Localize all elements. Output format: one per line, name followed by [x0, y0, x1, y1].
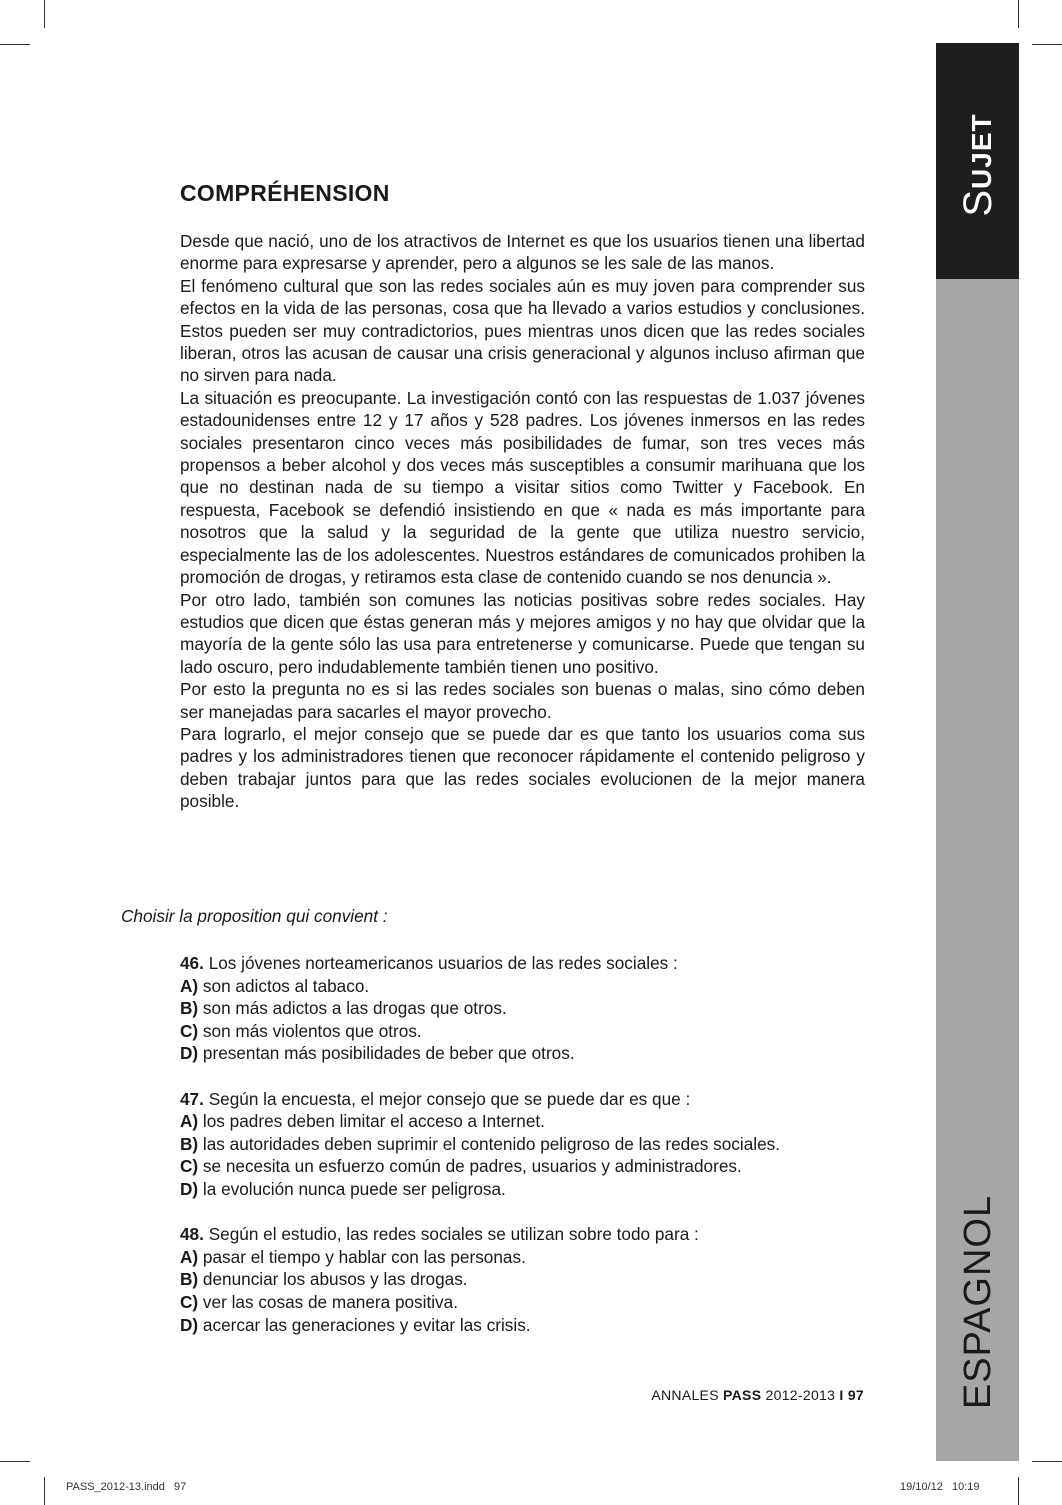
section-label-rest: UJET — [966, 113, 997, 189]
crop-mark — [1018, 0, 1019, 28]
option-text: se necesita un esfuerzo común de padres, usuarios y administradores. — [202, 1156, 742, 1177]
crop-mark — [1018, 1477, 1019, 1505]
question-number: 47. — [180, 1088, 204, 1109]
option-text: los padres deben limitar el acceso a Internet. — [202, 1111, 545, 1132]
crop-mark — [44, 1477, 45, 1505]
option-text: la evolución nunca puede ser peligrosa. — [202, 1178, 506, 1199]
question-text: Según la encuesta, el mejor consejo que se puede dar es que : — [208, 1088, 691, 1109]
slug-file: PASS_2012-13.indd 97 — [66, 1481, 187, 1493]
option-c — [180, 1155, 880, 1178]
paragraph: Para lograrlo, el mejor consejo que se puede dar es que tanto los usuarios coma sus padres y los administradores tienen que reconocer rápidamente el contenido peligroso y deben trabajar juntos para que las redes sociales evolucionen de la mejor manera posible. — [180, 723, 865, 812]
option-text: las autoridades deben suprimir el contenido peligroso de las redes sociales. — [202, 1133, 780, 1154]
question-48 — [180, 1223, 880, 1336]
paragraph: El fenómeno cultural que son las redes sociales aún es muy joven para comprender sus efectos en la vida de las personas, cosa que ha llevado a varios estudios y conclusiones. Estos pueden ser muy contradictorios, pues mientras unos dicen que las redes sociales liberan, otros las acusan de causar una crisis generacional y algunos incluso afirman que no sirven para nada. — [180, 275, 865, 386]
option-letter: A) — [180, 1246, 199, 1267]
question-text: Según el estudio, las redes sociales se utilizan sobre todo para : — [208, 1224, 699, 1245]
option-letter: C) — [180, 1156, 199, 1177]
option-text: son más violentos que otros. — [202, 1020, 422, 1041]
option-c — [180, 1291, 880, 1314]
option-text: pasar el tiempo y hablar con las personas. — [202, 1246, 526, 1267]
option-b — [180, 1268, 880, 1291]
instruction: Choisir la proposition qui convient : — [121, 906, 388, 926]
paragraph: Por otro lado, también son comunes las noticias positivas sobre redes sociales. Hay estudios que dicen que éstas generan más y mejores amigos y no hay que olvidar que la mayoría de la gente sólo las usa para entretenerse y comunicarse. Puede que tengan su lado oscuro, pero indudablemente también tienen uno positivo. — [180, 589, 865, 677]
crop-mark — [0, 44, 30, 45]
question-number: 46. — [180, 953, 204, 973]
page-title: COMPRÉHENSION — [180, 180, 390, 206]
page-footer — [600, 1387, 864, 1403]
question-47 — [180, 1088, 880, 1201]
option-text: son adictos al tabaco. — [202, 975, 370, 996]
subject-label: ESPAGNOL — [957, 1194, 999, 1410]
footer-brand: PASS — [723, 1387, 762, 1403]
crop-mark — [1032, 1461, 1062, 1462]
crop-mark — [0, 1461, 30, 1462]
section-label-initial: S — [956, 188, 1000, 217]
option-text: son más adictos a las drogas que otros. — [202, 998, 507, 1019]
option-letter: A) — [180, 975, 199, 996]
paragraph: La situación es preocupante. La investigación contó con las respuestas de 1.037 jóvenes estadounidenses entre 12 y 17 años y 528 padres. Los jóvenes inmersos en las redes sociales presentaron cinco veces más posibilidades de fumar, son tres veces más propensos a beber alcohol y dos veces más susceptibles a consumir marihuana que los que no destinan nada de su tiempo a visitar sitios como Twitter y Facebook. En respuesta, Facebook se defendió insistiendo en que « nada es más importante para nosotros que la salud y la seguridad de la gente que utiliza nuestro servicio, especialmente las de los adolescentes. Nuestros estándares de comunicados prohiben la promoción de drogas, y retiramos esta clase de contenido cuando se nos denuncia ». — [180, 387, 865, 588]
option-letter: D) — [180, 1178, 199, 1199]
crop-mark — [1032, 44, 1062, 45]
question-text: Los jóvenes norteamericanos usuarios de las redes sociales : — [208, 953, 678, 973]
option-a — [180, 975, 880, 998]
option-d — [180, 1314, 880, 1337]
option-a — [180, 1110, 880, 1133]
footer-years: 2012-2013 — [765, 1387, 836, 1403]
crop-mark — [44, 0, 45, 28]
footer-separator: I — [839, 1387, 844, 1403]
question-prompt — [180, 1088, 880, 1111]
option-letter: B) — [180, 1133, 199, 1154]
option-d — [180, 1178, 880, 1201]
question-number: 48. — [180, 1224, 204, 1245]
question-list — [180, 952, 880, 1359]
option-text: presentan más posibilidades de beber que otros. — [202, 1043, 575, 1064]
footer-prefix: ANNALES — [651, 1387, 719, 1403]
option-letter: C) — [180, 1020, 199, 1041]
section-label — [958, 85, 998, 245]
option-letter: D) — [180, 1043, 199, 1064]
paragraph: Desde que nació, uno de los atractivos de Internet es que los usuarios tienen una libertad enorme para expresarse y aprender, pero a algunos se les sale de las manos. — [180, 231, 865, 274]
option-letter: A) — [180, 1111, 199, 1132]
option-letter: B) — [180, 1269, 199, 1290]
option-text: denunciar los abusos y las drogas. — [202, 1269, 468, 1290]
option-letter: D) — [180, 1314, 199, 1335]
option-a — [180, 1246, 880, 1269]
option-text: ver las cosas de manera positiva. — [202, 1291, 458, 1312]
option-b — [180, 997, 880, 1020]
reading-passage — [180, 230, 865, 813]
page-number: 97 — [847, 1387, 864, 1403]
paragraph: Por esto la pregunta no es si las redes sociales son buenas o malas, sino cómo deben ser manejadas para sacarles el mayor provecho. — [180, 679, 865, 722]
question-prompt — [180, 1223, 880, 1246]
question-prompt — [180, 952, 880, 975]
slug-datetime: 19/10/12 10:19 — [900, 1481, 980, 1493]
option-letter: C) — [180, 1291, 199, 1312]
option-text: acercar las generaciones y evitar las crisis. — [202, 1314, 531, 1335]
question-46 — [180, 952, 880, 1065]
option-d — [180, 1042, 880, 1065]
option-letter: B) — [180, 998, 199, 1019]
option-c — [180, 1020, 880, 1043]
option-b — [180, 1133, 880, 1156]
